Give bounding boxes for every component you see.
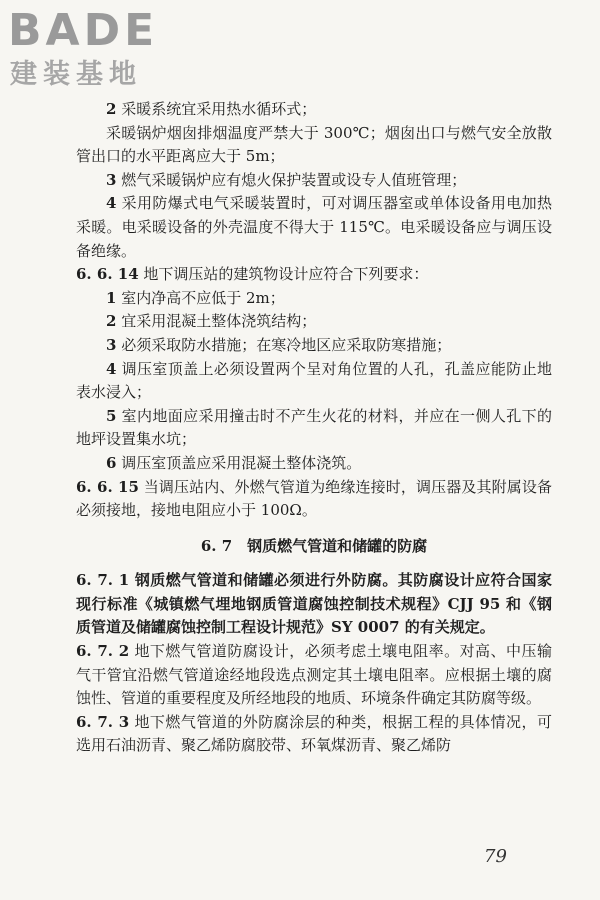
clause-number: 6. 7. 2 <box>76 642 130 661</box>
item-number: 2 <box>106 312 117 331</box>
clause-6-7-3 <box>76 711 552 758</box>
item-text: 必须采取防水措施；在寒冷地区应采取防寒措施； <box>121 335 452 354</box>
page-number: 79 <box>484 846 507 867</box>
item-text: 调压室顶盖应采用混凝土整体浇筑。 <box>121 453 362 472</box>
clause-number: 6. 6. 14 <box>76 265 139 284</box>
clause-text: 钢质燃气管道和储罐必须进行外防腐。其防腐设计应符合国家现行标准《城镇燃气埋地钢质管道腐蚀控制技术规程》CJJ 95 和《钢质管道及储罐腐蚀控制工程设计规范》SY 0007 的有关规定。 <box>76 571 552 637</box>
item-text: 调压室顶盖上必须设置两个呈对角位置的人孔，孔盖应能防止地表水浸入； <box>76 359 552 402</box>
sub-item-3 <box>76 334 552 358</box>
item-number: 4 <box>106 194 117 213</box>
clause-text: 地下调压站的建筑物设计应符合下列要求： <box>143 265 429 284</box>
clause-number: 6. 7. 3 <box>76 712 130 731</box>
clause-6-6-15 <box>76 476 552 523</box>
bade-logo <box>8 6 178 98</box>
item-number: 6 <box>106 453 117 472</box>
clause-6-6-14 <box>76 263 552 287</box>
clause-6-7-2 <box>76 640 552 711</box>
item-2 <box>76 98 552 122</box>
sub-item-6 <box>76 452 552 476</box>
clause-number: 6. 7. 1 <box>76 571 130 590</box>
section-title: 6. 7 钢质燃气管道和储罐的防腐 <box>200 536 428 555</box>
item-3 <box>76 169 552 193</box>
clause-text: 地下燃气管道防腐设计，必须考虑土壤电阻率。对高、中压输气干管宜沿燃气管道途经地段选点测定其土壤电阻率。应根据土壤的腐蚀性、管道的重要程度及所经地段的地质、环境条件确定其防腐等级。 <box>76 642 552 708</box>
item-text: 室内地面应采用撞击时不产生火花的材料，并应在一侧人孔下的地坪设置集水坑； <box>76 406 552 449</box>
item-text: 燃气采暖锅炉应有熄火保护装置或设专人值班管理； <box>121 170 467 189</box>
item-text: 采用防爆式电气采暖装置时，可对调压器室或单体设备用电加热采暖。电采暖设备的外壳温度不得大于 115℃。电采暖设备应与调压设备绝缘。 <box>76 194 552 260</box>
clause-6-7-1 <box>76 569 552 640</box>
clause-text: 地下燃气管道的外防腐涂层的种类，根据工程的具体情况，可选用石油沥青、聚乙烯防腐胶带、环氧煤沥青、聚乙烯防 <box>76 712 552 755</box>
sub-item-1 <box>76 287 552 311</box>
logo-text: BADE <box>8 5 159 56</box>
clause-number: 6. 6. 15 <box>76 477 139 496</box>
item-4 <box>76 192 552 263</box>
item-text: 室内净高不应低于 2m； <box>121 288 285 307</box>
sub-item-4 <box>76 358 552 405</box>
item-number: 1 <box>106 288 117 307</box>
item-number: 2 <box>106 100 117 118</box>
logo-subtitle: 建装基地 <box>10 59 142 90</box>
sub-item-2 <box>76 310 552 334</box>
document-body <box>76 98 552 758</box>
clause-text: 当调压站内、外燃气管道为绝缘连接时，调压器及其附属设备必须接地，接地电阻应小于 100Ω。 <box>76 477 552 520</box>
item-number: 4 <box>106 359 117 378</box>
item-text: 采暖系统宜采用热水循环式； <box>121 100 317 118</box>
item-text: 宜采用混凝土整体浇筑结构； <box>121 312 317 331</box>
sub-item-5 <box>76 405 552 452</box>
item-number: 3 <box>106 335 117 354</box>
item-2-continued: 采暖锅炉烟囱排烟温度严禁大于 300℃；烟囱出口与燃气安全放散管出口的水平距离应大于 5m； <box>76 123 552 166</box>
item-number: 3 <box>106 170 117 189</box>
item-number: 5 <box>106 406 117 425</box>
